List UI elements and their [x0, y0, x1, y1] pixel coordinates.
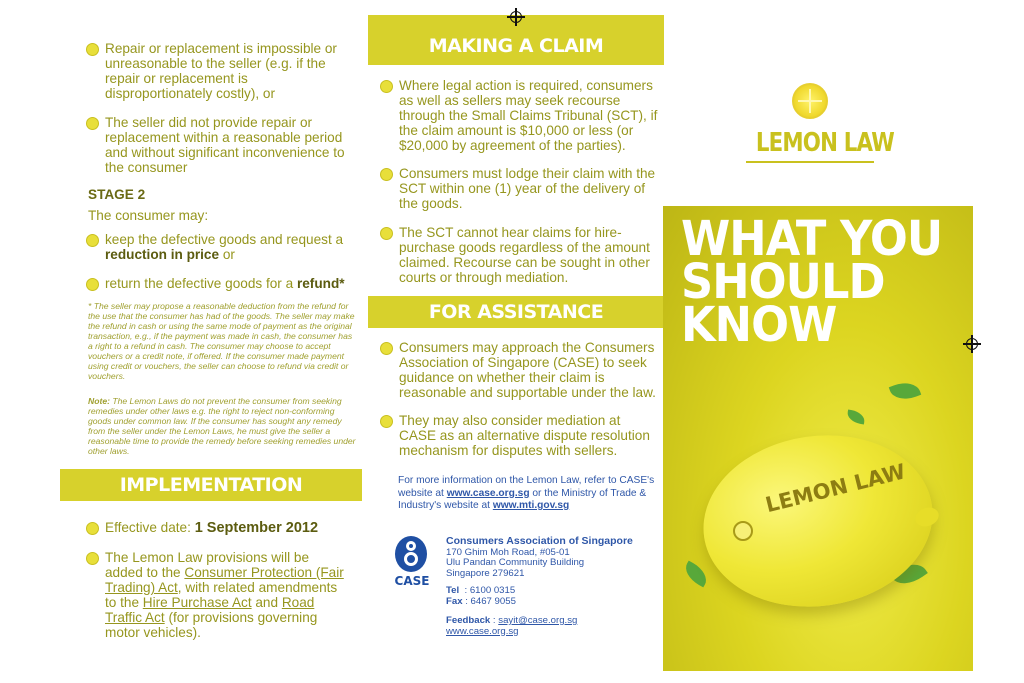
address-line: Ulu Pandan Community Building	[446, 557, 585, 568]
list-item	[86, 232, 356, 262]
registration-mark-icon	[966, 338, 978, 350]
case-website-link[interactable]: www.case.org.sg	[446, 487, 530, 499]
website-link[interactable]: www.case.org.sg	[446, 625, 519, 637]
note: Note: The Lemon Laws do not prevent the consumer from seeking remedies under other laws e.g. the right to reject non-conforming goods under common law. If the consumer has sought any remedy from the seller under the Lemon Laws, he must give the seller a reasonable time to provide the remedy before seeking remedies under other laws.	[88, 396, 356, 456]
mti-website-link[interactable]: www.mti.gov.sg	[492, 500, 570, 511]
bullet-dot-icon	[86, 234, 99, 247]
effective-date: Effective date: 1 September 2012	[105, 520, 319, 536]
logo-text: CASE	[394, 574, 430, 588]
bullet-dot-icon	[380, 342, 393, 355]
lemon-seal-icon	[733, 521, 753, 541]
provisions-text: The Lemon Law provisions will be added to the Consumer Protection (Fair Trading) Act, with related amendments to the Hire Purchase Act and Road Traffic Act (for provisions governing motor vehicles).	[105, 550, 344, 640]
headline: WHAT YOU SHOULD KNOW	[681, 211, 943, 353]
contact-block	[446, 536, 656, 637]
tel-line: Tel : 6100 0315	[446, 585, 516, 596]
stage-intro: The consumer may:	[88, 208, 209, 223]
hire-purchase-link: Hire Purchase Act	[142, 595, 252, 610]
left-panel	[0, 0, 362, 683]
bullet-dot-icon	[86, 522, 99, 535]
cpfta-link: Consumer Protection (Fair Trading) Act	[105, 565, 344, 595]
emphasis: refund*	[296, 276, 345, 291]
list-item	[86, 41, 356, 101]
fax-line: Fax : 6467 9055	[446, 595, 516, 607]
list-item: Where legal action is required, consumers as well as sellers may seek recourse through the Small Claims Tribunal (SCT), if the claim amount is $10,000 or less (or $20,000 by agreement of the parties).	[380, 78, 658, 153]
list-item	[86, 115, 356, 175]
leaf-icon	[681, 561, 712, 588]
option-text: return the defective goods for a refund*	[105, 276, 345, 291]
for-assistance-banner: FOR ASSISTANCE	[368, 296, 664, 328]
bullet-dot-icon	[380, 168, 393, 181]
bullet-dot-icon	[86, 117, 99, 130]
feedback-line: Feedback : sayit@case.org.sg	[446, 615, 578, 626]
leaf-icon	[846, 410, 866, 425]
list-item: The SCT cannot hear claims for hire-purchase goods regardless of the amount claimed. Recourse can be sought in other courts or through mediation.	[380, 225, 658, 285]
bullet-dot-icon	[86, 43, 99, 56]
registration-mark-icon	[510, 11, 522, 23]
feedback-email-link[interactable]: sayit@case.org.sg	[498, 615, 578, 626]
bullet-dot-icon	[380, 415, 393, 428]
list-item	[86, 276, 356, 291]
option-text: keep the defective goods and request a reduction in price or	[105, 232, 344, 262]
bullet-dot-icon	[86, 278, 99, 291]
brand-title: LEMON LAW	[755, 128, 894, 158]
org-name: Consumers Association of Singapore	[446, 535, 633, 547]
emphasis: reduction in price	[105, 247, 220, 262]
bullet-dot-icon	[380, 227, 393, 240]
bullet-text: Repair or replacement is impossible or unreasonable to the seller (e.g. if the repair or replacement is disproportionately costly), or	[105, 41, 337, 101]
list-item: Consumers may approach the Consumers Association of Singapore (CASE) to seek guidance on whether their claim is reasonable and supportable under the law.	[380, 340, 658, 400]
address-line: Singapore 279621	[446, 567, 525, 579]
bullet-dot-icon	[380, 80, 393, 93]
lemon-illustration	[692, 421, 943, 621]
case-logo	[390, 536, 434, 592]
leaf-icon	[889, 378, 921, 404]
title-underline	[746, 161, 874, 163]
footnote: * The seller may propose a reasonable deduction from the refund for the use that the consumer has had of the goods. The seller may make the refund in cash or using the same mode of payment as the original transaction, e.g., if the payment was made in cash, the consumer has a right to a refund in cash. The consumer may choose to accept vouchers or a credit note, if offered. If the consumer made payment using credit or vouchers, the seller can choose to refund via credit or vouchers.	[88, 301, 355, 381]
stage-heading: STAGE 2	[88, 187, 146, 202]
lemon-label: LEMON LAW	[763, 459, 908, 518]
list-item	[86, 550, 348, 640]
middle-panel	[362, 0, 664, 683]
cover-panel	[663, 206, 973, 671]
bullet-text: The seller did not provide repair or replacement within a reasonable period and without significant inconvenience to the consumer	[105, 115, 345, 175]
lemon-slice-icon	[792, 83, 828, 119]
case-logo-icon	[395, 536, 427, 572]
address-line: 170 Ghim Moh Road, #05-01	[446, 546, 570, 558]
making-a-claim-banner: MAKING A CLAIM	[368, 15, 664, 65]
bullet-dot-icon	[86, 552, 99, 565]
list-item: They may also consider mediation at CASE as an alternative dispute resolution mechanism for disputes with sellers.	[380, 413, 658, 458]
road-traffic-link: Road Traffic Act	[105, 595, 315, 625]
more-info: For more information on the Lemon Law, refer to CASE's website at www.case.org.sg or the Ministry of Trade & Industry's website at www.mti.gov.sg	[398, 475, 655, 511]
list-item	[86, 520, 356, 536]
implementation-banner: IMPLEMENTATION	[60, 469, 362, 501]
list-item: Consumers must lodge their claim with the SCT within one (1) year of the delivery of the goods.	[380, 166, 658, 211]
